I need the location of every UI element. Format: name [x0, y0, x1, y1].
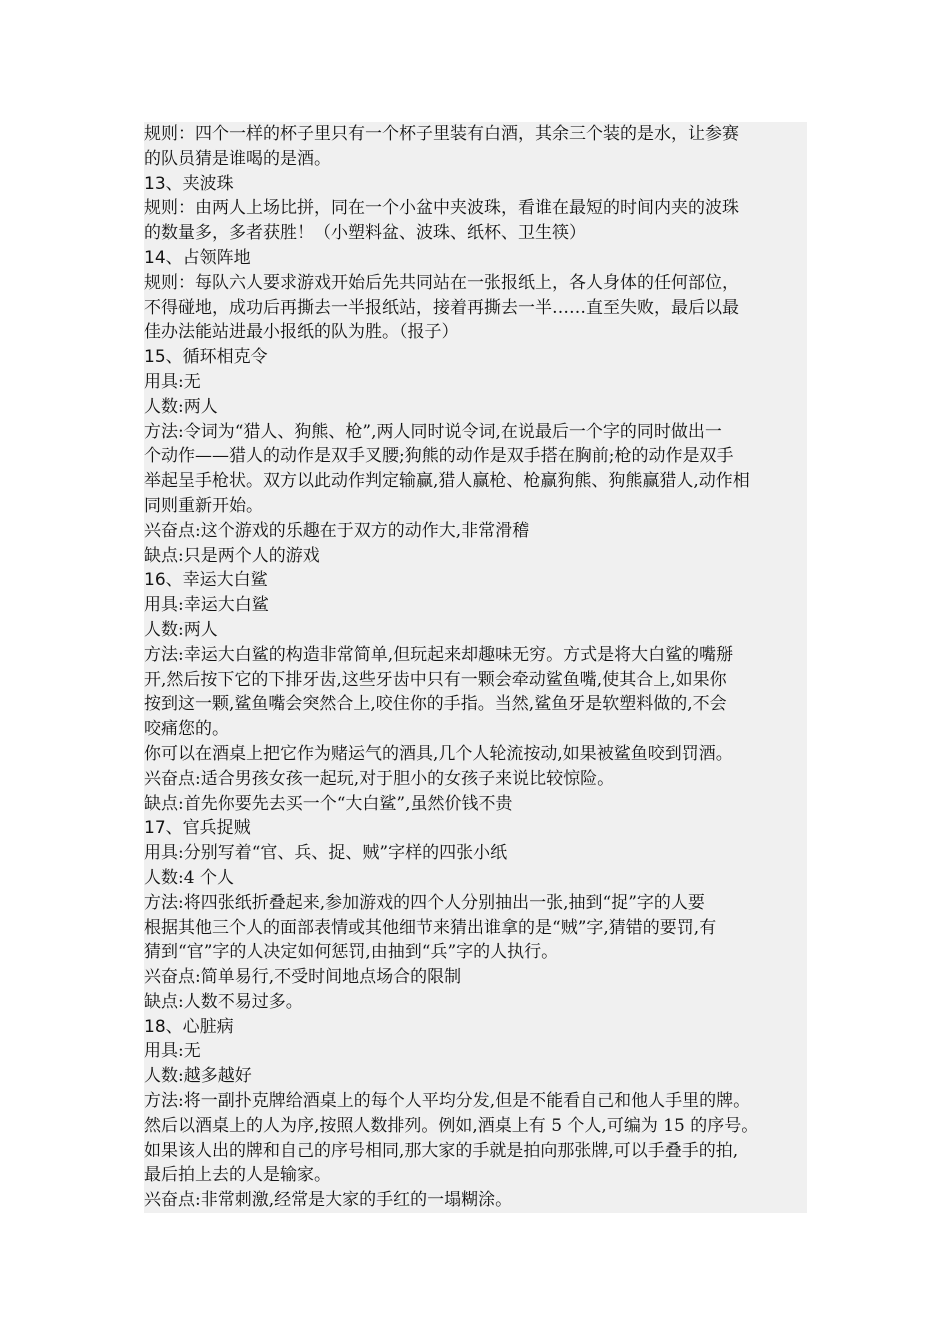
text-line: 兴奋点:非常刺激,经常是大家的手红的一塌糊涂。: [144, 1190, 513, 1211]
section-heading: 18、心脏病: [144, 1016, 234, 1037]
section-heading: 16、幸运大白鲨: [144, 570, 268, 591]
text-line: 用具:无: [144, 371, 201, 392]
text-line: 人数:4 个人: [144, 867, 234, 888]
text-line: 个动作——猎人的动作是双手叉腰;狗熊的动作是双手搭在胸前;枪的动作是双手: [144, 446, 734, 467]
text-line: 用具:幸运大白鲨: [144, 595, 269, 616]
text-line: 如果该人出的牌和自己的序号相同,那大家的手就是拍向那张牌,可以手叠手的拍,: [144, 1140, 739, 1161]
text-line: 不得碰地，成功后再撕去一半报纸站，接着再撕去一半……直至失败，最后以最: [144, 297, 739, 318]
text-line: 方法:将一副扑克牌给酒桌上的每个人平均分发,但是不能看自己和他人手里的牌。: [144, 1091, 751, 1112]
text-line: 方法:幸运大白鲨的构造非常简单,但玩起来却趣味无穷。方式是将大白鲨的嘴掰: [144, 644, 734, 665]
text-line: 规则：由两人上场比拼，同在一个小盆中夹波珠，看谁在最短的时间内夹的波珠: [144, 198, 739, 219]
text-line: 缺点:只是两个人的游戏: [144, 545, 320, 566]
text-line: 缺点:人数不易过多。: [144, 991, 303, 1012]
section-heading: 17、官兵捉贼: [144, 818, 251, 839]
text-line: 兴奋点:简单易行,不受时间地点场合的限制: [144, 967, 462, 988]
text-line: 的数量多，多者获胜！（小塑料盆、波珠、纸杯、卫生筷）: [144, 223, 586, 244]
text-line: 按到这一颗,鲨鱼嘴会突然合上,咬住你的手指。当然,鲨鱼牙是软塑料做的,不会: [144, 694, 727, 715]
text-line: 然后以酒桌上的人为序,按照人数排列。例如,酒桌上有 5 个人,可编为 15 的序号。: [144, 1115, 759, 1136]
text-line: 的队员猜是谁喝的是酒。: [144, 148, 331, 169]
section-heading: 13、夹波珠: [144, 173, 234, 194]
text-line: 方法:将四张纸折叠起来,参加游戏的四个人分别抽出一张,抽到“捉”字的人要: [144, 892, 705, 913]
text-line: 人数:两人: [144, 396, 218, 417]
text-line: 你可以在酒桌上把它作为赌运气的酒具,几个人轮流按动,如果被鲨鱼咬到罚酒。: [144, 743, 733, 764]
text-line: 同则重新开始。: [144, 495, 263, 516]
text-line: 最后拍上去的人是输家。: [144, 1165, 331, 1186]
text-line: 佳办法能站进最小报纸的队为胜。（报子）: [144, 322, 459, 343]
text-line: 猜到“官”字的人决定如何惩罚,由抽到“兵”字的人执行。: [144, 942, 559, 963]
text-line: 规则：四个一样的杯子里只有一个杯子里装有白酒，其余三个装的是水，让参赛: [144, 124, 739, 144]
text-line: 人数:越多越好: [144, 1066, 252, 1087]
section-heading: 15、循环相克令: [144, 347, 268, 368]
text-line: 举起呈手枪状。双方以此动作判定输赢,猎人赢枪、枪赢狗熊、狗熊赢猎人,动作相: [144, 471, 750, 492]
text-line: 开,然后按下它的下排牙齿,这些牙齿中只有一颗会牵动鲨鱼嘴,使其合上,如果你: [144, 669, 727, 690]
text-line: 用具:分别写着“官、兵、捉、贼”字样的四张小纸: [144, 843, 508, 864]
text-line: 方法:令词为“猎人、狗熊、枪”,两人同时说令词,在说最后一个字的同时做出一: [144, 421, 722, 442]
text-line: 根据其他三个人的面部表情或其他细节来猜出谁拿的是“贼”字,猜错的要罚,有: [144, 917, 717, 938]
text-line: 用具:无: [144, 1041, 201, 1062]
text-line: 兴奋点:这个游戏的乐趣在于双方的动作大,非常滑稽: [144, 520, 530, 541]
section-heading: 14、占领阵地: [144, 247, 251, 268]
document-text-block: [144, 122, 807, 1213]
text-line: 兴奋点:适合男孩女孩一起玩,对于胆小的女孩子来说比较惊险。: [144, 768, 615, 789]
text-line: 规则：每队六人要求游戏开始后先共同站在一张报纸上，各人身体的任何部位，: [144, 272, 739, 293]
text-line: 缺点:首先你要先去买一个“大白鲨”,虽然价钱不贵: [144, 793, 513, 814]
text-line: 咬痛您的。: [144, 719, 229, 740]
text-line: 人数:两人: [144, 619, 218, 640]
